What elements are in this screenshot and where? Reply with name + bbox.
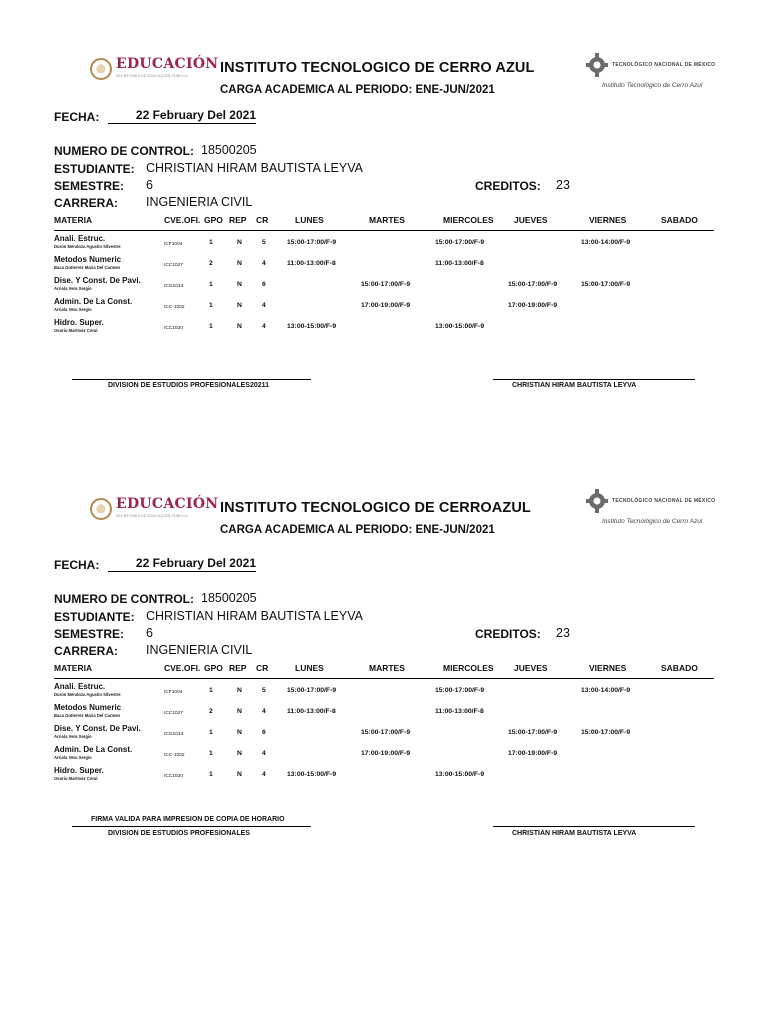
course-miercoles: 11:00-13:00/F-8 [435, 708, 484, 715]
course-martes: 17:00-19:00/F-9 [361, 750, 411, 757]
course-gpo: 1 [209, 239, 213, 246]
table-row [54, 745, 714, 765]
course-lunes: 11:00-13:00/F-8 [287, 708, 336, 715]
course-teacher: Duron Mendoza Agustin Silvestre [54, 244, 121, 249]
tecnm-gear-icon [586, 52, 608, 78]
column-header-gpo: GPO [204, 663, 223, 673]
course-rep: N [237, 323, 242, 330]
control-value: 18500205 [201, 591, 257, 605]
signature-line-right [493, 826, 695, 827]
institute-title: INSTITUTO TECNOLOGICO DE CERROAZUL [220, 500, 531, 516]
course-lunes: 15:00-17:00/F-9 [287, 239, 337, 246]
course-gpo: 1 [209, 729, 213, 736]
course-rep: N [237, 708, 242, 715]
course-gpo: 1 [209, 281, 213, 288]
course-miercoles: 11:00-13:00/F-8 [435, 260, 484, 267]
education-seal-icon [90, 58, 112, 80]
fecha-label: FECHA: [54, 110, 100, 124]
course-gpo: 1 [209, 750, 213, 757]
course-martes: 17:00-19:00/F-9 [361, 302, 411, 309]
course-key: ICC1020 [164, 774, 183, 779]
table-row [54, 682, 714, 702]
tecnm-logo [586, 52, 736, 92]
course-cr: 4 [262, 323, 266, 330]
column-header-sabado: SABADO [661, 663, 698, 673]
table-header [54, 660, 714, 679]
course-rep: N [237, 302, 242, 309]
course-gpo: 1 [209, 323, 213, 330]
course-rep: N [237, 750, 242, 757]
table-row [54, 234, 714, 254]
column-header-miercoles: MIERCOLES [443, 663, 494, 673]
estudiante-label: ESTUDIANTE: [54, 610, 135, 624]
education-logo-text: EDUCACIÓN [116, 56, 219, 72]
table-row [54, 276, 714, 296]
control-value: 18500205 [201, 143, 257, 157]
course-lunes: 15:00-17:00/F-9 [287, 687, 337, 694]
course-name: Anali. Estruc. [54, 234, 106, 243]
carrera-label: CARRERA: [54, 644, 118, 658]
course-jueves: 15:00-17:00/F-9 [508, 729, 558, 736]
column-header-materia: MATERIA [54, 215, 93, 225]
course-name: Admin. De La Const. [54, 745, 133, 754]
course-key: ICC1027 [164, 263, 183, 268]
column-header-lunes: LUNES [295, 663, 324, 673]
carrera-value: INGENIERIA CIVIL [146, 195, 253, 209]
column-header-viernes: VIERNES [589, 215, 627, 225]
table-row [54, 318, 714, 338]
course-teacher: Baca Gutierrez Maria Del Carmen [54, 265, 121, 270]
fecha-value: 22 February Del 2021 [108, 556, 256, 572]
creditos-value: 23 [556, 178, 570, 192]
course-teacher: Arriola Vera Sergio [54, 286, 92, 291]
course-miercoles: 13:00-15:00/F-9 [435, 771, 485, 778]
control-label: NUMERO DE CONTROL: [54, 592, 194, 606]
course-cr: 4 [262, 771, 266, 778]
creditos-value: 23 [556, 626, 570, 640]
period-subtitle: CARGA ACADEMICA AL PERIODO: ENE-JUN/2021 [220, 84, 495, 96]
table-row [54, 766, 714, 786]
carrera-label: CARRERA: [54, 196, 118, 210]
course-teacher: Arriola Vera Sergio [54, 734, 92, 739]
signature-line-left [72, 826, 311, 827]
tecnm-logo-text: TECNOLÓGICO NACIONAL DE MÉXICO [612, 498, 716, 504]
course-name: Metodos Numeric [54, 703, 122, 712]
column-header-martes: MARTES [369, 663, 405, 673]
course-rep: N [237, 771, 242, 778]
course-martes: 15:00-17:00/F-9 [361, 729, 411, 736]
course-key: ICG1013 [164, 732, 184, 737]
course-rep: N [237, 281, 242, 288]
education-logo-subtext: SECRETARÍA DE EDUCACIÓN PÚBLICA [116, 514, 188, 518]
column-header-cr: CR [256, 663, 269, 673]
course-lunes: 11:00-13:00/F-8 [287, 260, 336, 267]
semestre-value: 6 [146, 178, 153, 192]
carrera-value: INGENIERIA CIVIL [146, 643, 253, 657]
course-teacher: Arriola Vera Sergio [54, 307, 92, 312]
course-rep: N [237, 260, 242, 267]
schedule-sheet-2 [0, 488, 768, 928]
creditos-label: CREDITOS: [475, 179, 541, 193]
tecnm-gear-icon [586, 488, 608, 514]
column-header-martes: MARTES [369, 215, 405, 225]
course-teacher: Baca Gutierrez Maria Del Carmen [54, 713, 121, 718]
table-row [54, 297, 714, 317]
tecnm-logo-text: TECNOLÓGICO NACIONAL DE MÉXICO [612, 62, 716, 68]
column-header-jueves: JUEVES [514, 663, 548, 673]
course-cr: 6 [262, 281, 266, 288]
course-gpo: 2 [209, 708, 213, 715]
course-teacher: Arriola Vera Sergio [54, 755, 92, 760]
semestre-label: SEMESTRE: [54, 179, 125, 193]
course-jueves: 17:00-19:00/F-9 [508, 302, 558, 309]
course-name: Hidro. Super. [54, 766, 104, 775]
course-cr: 4 [262, 302, 266, 309]
creditos-label: CREDITOS: [475, 627, 541, 641]
course-jueves: 17:00-19:00/F-9 [508, 750, 558, 757]
education-logo [90, 54, 219, 84]
course-name: Anali. Estruc. [54, 682, 106, 691]
semestre-value: 6 [146, 626, 153, 640]
course-key: ICC1027 [164, 711, 183, 716]
course-cr: 4 [262, 260, 266, 267]
course-gpo: 1 [209, 687, 213, 694]
course-rep: N [237, 729, 242, 736]
estudiante-value: CHRISTIAN HIRAM BAUTISTA LEYVA [146, 609, 363, 623]
table-header [54, 212, 714, 231]
course-viernes: 15:00-17:00/F-9 [581, 729, 631, 736]
institute-title: INSTITUTO TECNOLOGICO DE CERRO AZUL [220, 60, 535, 76]
education-logo-text: EDUCACIÓN [116, 496, 219, 512]
course-key: ICF1004 [164, 242, 183, 247]
course-teacher: Duron Mendoza Agustin Silvestre [54, 692, 121, 697]
fecha-value: 22 February Del 2021 [108, 108, 256, 124]
column-header-jueves: JUEVES [514, 215, 548, 225]
course-lunes: 13:00-15:00/F-9 [287, 771, 337, 778]
column-header-rep: REP [229, 663, 247, 673]
table-row [54, 703, 714, 723]
tecnm-logo-subtext: Instituto Tecnológico de Cerro Azul [602, 82, 703, 89]
firma-note: FIRMA VALIDA PARA IMPRESION DE COPIA DE HORARIO [91, 816, 285, 823]
course-key: ICG1013 [164, 284, 184, 289]
course-viernes: 13:00-14:00/F-9 [581, 239, 631, 246]
signature-division: DIVISION DE ESTUDIOS PROFESIONALES20211 [108, 382, 270, 389]
schedule-sheet-1 [0, 48, 768, 488]
column-header-viernes: VIERNES [589, 663, 627, 673]
column-header-sabado: SABADO [661, 215, 698, 225]
course-gpo: 1 [209, 302, 213, 309]
course-martes: 15:00-17:00/F-9 [361, 281, 411, 288]
course-cr: 4 [262, 750, 266, 757]
course-key: ICF1004 [164, 690, 183, 695]
course-name: Hidro. Super. [54, 318, 104, 327]
course-jueves: 15:00-17:00/F-9 [508, 281, 558, 288]
column-header-cveofi: CVE.OFI. [164, 663, 201, 673]
course-name: Metodos Numeric [54, 255, 122, 264]
course-miercoles: 15:00-17:00/F-9 [435, 239, 485, 246]
course-name: Dise. Y Const. De Pavi. [54, 724, 141, 733]
column-header-lunes: LUNES [295, 215, 324, 225]
course-name: Admin. De La Const. [54, 297, 133, 306]
course-key: ICC1020 [164, 326, 183, 331]
course-teacher: Osorio Martinez Coral [54, 776, 98, 781]
education-logo [90, 494, 219, 524]
estudiante-value: CHRISTIAN HIRAM BAUTISTA LEYVA [146, 161, 363, 175]
column-header-miercoles: MIERCOLES [443, 215, 494, 225]
course-name: Dise. Y Const. De Pavi. [54, 276, 141, 285]
control-label: NUMERO DE CONTROL: [54, 144, 194, 158]
signature-student: CHRISTIAN HIRAM BAUTISTA LEYVA [512, 382, 637, 389]
course-lunes: 13:00-15:00/F-9 [287, 323, 337, 330]
course-viernes: 15:00-17:00/F-9 [581, 281, 631, 288]
column-header-rep: REP [229, 215, 247, 225]
course-key: ICC-1002 [164, 305, 185, 310]
fecha-label: FECHA: [54, 558, 100, 572]
signature-student: CHRISTIAN HIRAM BAUTISTA LEYVA [512, 830, 637, 837]
course-miercoles: 15:00-17:00/F-9 [435, 687, 485, 694]
course-gpo: 1 [209, 771, 213, 778]
course-rep: N [237, 687, 242, 694]
signature-division: DIVISION DE ESTUDIOS PROFESIONALES [108, 830, 250, 837]
semestre-label: SEMESTRE: [54, 627, 125, 641]
column-header-materia: MATERIA [54, 663, 93, 673]
course-cr: 5 [262, 687, 266, 694]
estudiante-label: ESTUDIANTE: [54, 162, 135, 176]
course-miercoles: 13:00-15:00/F-9 [435, 323, 485, 330]
course-rep: N [237, 239, 242, 246]
course-cr: 5 [262, 239, 266, 246]
course-key: ICC-1002 [164, 753, 185, 758]
column-header-cveofi: CVE.OFI. [164, 215, 201, 225]
tecnm-logo [586, 488, 736, 528]
table-row [54, 255, 714, 275]
course-teacher: Osorio Martinez Coral [54, 328, 98, 333]
signature-line-left [72, 379, 311, 380]
table-row [54, 724, 714, 744]
period-subtitle: CARGA ACADEMICA AL PERIODO: ENE-JUN/2021 [220, 524, 495, 536]
course-cr: 4 [262, 708, 266, 715]
column-header-gpo: GPO [204, 215, 223, 225]
column-header-cr: CR [256, 215, 269, 225]
education-seal-icon [90, 498, 112, 520]
tecnm-logo-subtext: Instituto Tecnológico de Cerro Azul [602, 518, 703, 525]
signature-line-right [493, 379, 695, 380]
course-cr: 6 [262, 729, 266, 736]
course-gpo: 2 [209, 260, 213, 267]
course-viernes: 13:00-14:00/F-9 [581, 687, 631, 694]
education-logo-subtext: SECRETARÍA DE EDUCACIÓN PÚBLICA [116, 74, 188, 78]
